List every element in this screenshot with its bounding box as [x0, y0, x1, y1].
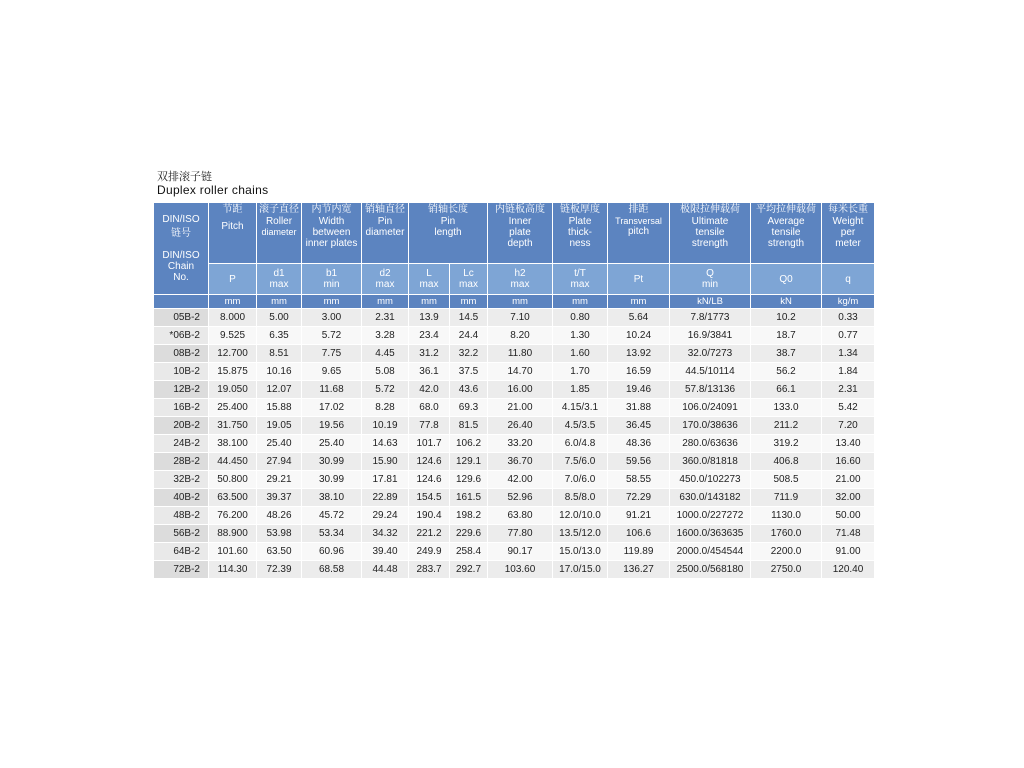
- table-cell: 190.4: [409, 507, 449, 524]
- table-cell: 106.6: [608, 525, 669, 542]
- table-cell: 154.5: [409, 489, 449, 506]
- table-cell: 2500.0/568180: [670, 561, 750, 578]
- chain-number-cell: 12B-2: [154, 381, 208, 398]
- table-cell: 16.9/3841: [670, 327, 750, 344]
- chain-number-cell: 24B-2: [154, 435, 208, 452]
- table-cell: 10.24: [608, 327, 669, 344]
- table-cell: 3.28: [362, 327, 408, 344]
- table-cell: 1000.0/227272: [670, 507, 750, 524]
- table-row: [154, 453, 874, 470]
- table-cell: 58.55: [608, 471, 669, 488]
- table-cell: 5.42: [822, 399, 874, 416]
- chain-number-cell: 08B-2: [154, 345, 208, 362]
- symbol-pin-diameter: d2 max: [362, 264, 408, 294]
- table-cell: 9.65: [302, 363, 361, 380]
- table-cell: 2.31: [362, 309, 408, 326]
- table-cell: 6.35: [257, 327, 301, 344]
- table-cell: 25.40: [257, 435, 301, 452]
- chain-number-cell: *06B-2: [154, 327, 208, 344]
- header-pitch: 节距 Pitch: [209, 203, 256, 263]
- table-cell: 17.81: [362, 471, 408, 488]
- table-cell: 91.00: [822, 543, 874, 560]
- table-cell: 2750.0: [751, 561, 821, 578]
- table-cell: 16.59: [608, 363, 669, 380]
- table-cell: 38.10: [302, 489, 361, 506]
- table-cell: 0.80: [553, 309, 607, 326]
- table-cell: 283.7: [409, 561, 449, 578]
- table-cell: 2000.0/454544: [670, 543, 750, 560]
- table-cell: 106.2: [450, 435, 487, 452]
- table-cell: 30.99: [302, 471, 361, 488]
- table-cell: 32.2: [450, 345, 487, 362]
- table-cell: 48.26: [257, 507, 301, 524]
- table-row: [154, 525, 874, 542]
- table-cell: 7.0/6.0: [553, 471, 607, 488]
- unit-plate-depth: mm: [488, 295, 552, 308]
- header-inner-width: 内节内宽 Width between inner plates: [302, 203, 361, 263]
- table-cell: 120.40: [822, 561, 874, 578]
- table-cell: 22.89: [362, 489, 408, 506]
- table-cell: 1.34: [822, 345, 874, 362]
- unit-thickness: mm: [553, 295, 607, 308]
- table-cell: 14.63: [362, 435, 408, 452]
- table-cell: 17.0/15.0: [553, 561, 607, 578]
- table-cell: 29.24: [362, 507, 408, 524]
- table-cell: 26.40: [488, 417, 552, 434]
- table-cell: 5.72: [362, 381, 408, 398]
- table-cell: 2.31: [822, 381, 874, 398]
- table-cell: 19.05: [257, 417, 301, 434]
- table-cell: 360.0/81818: [670, 453, 750, 470]
- table-cell: 711.9: [751, 489, 821, 506]
- table-cell: 21.00: [822, 471, 874, 488]
- table-cell: 229.6: [450, 525, 487, 542]
- table-cell: 7.5/6.0: [553, 453, 607, 470]
- table-cell: 170.0/38636: [670, 417, 750, 434]
- table-cell: 5.00: [257, 309, 301, 326]
- table-cell: 106.0/24091: [670, 399, 750, 416]
- chain-number-cell: 40B-2: [154, 489, 208, 506]
- title-english: Duplex roller chains: [157, 183, 269, 197]
- symbol-transverse: Pt: [608, 264, 669, 294]
- unit-pin-diameter: mm: [362, 295, 408, 308]
- table-cell: 90.17: [488, 543, 552, 560]
- table-cell: 12.700: [209, 345, 256, 362]
- table-cell: 34.32: [362, 525, 408, 542]
- table-cell: 7.10: [488, 309, 552, 326]
- table-cell: 32.0/7273: [670, 345, 750, 362]
- table-row: [154, 309, 874, 326]
- table-cell: 630.0/143182: [670, 489, 750, 506]
- table-cell: 53.98: [257, 525, 301, 542]
- table-cell: 1.30: [553, 327, 607, 344]
- table-row: [154, 471, 874, 488]
- table-cell: 12.0/10.0: [553, 507, 607, 524]
- table-cell: 14.70: [488, 363, 552, 380]
- table-cell: 24.4: [450, 327, 487, 344]
- table-cell: 450.0/102273: [670, 471, 750, 488]
- table-row: [154, 381, 874, 398]
- table-cell: 8.000: [209, 309, 256, 326]
- table-cell: 77.8: [409, 417, 449, 434]
- header-chain-no: DIN/ISO 链号 DIN/ISO Chain No.: [154, 203, 208, 294]
- table-cell: 25.40: [302, 435, 361, 452]
- table-cell: 16.00: [488, 381, 552, 398]
- unit-width: mm: [302, 295, 361, 308]
- table-cell: 57.8/13136: [670, 381, 750, 398]
- table-cell: 18.7: [751, 327, 821, 344]
- table-cell: 14.5: [450, 309, 487, 326]
- table-cell: 8.5/8.0: [553, 489, 607, 506]
- table-body: [154, 309, 874, 578]
- header-inner-plate-depth: 内链板高度 Inner plate depth: [488, 203, 552, 263]
- table-cell: 36.1: [409, 363, 449, 380]
- table-cell: 91.21: [608, 507, 669, 524]
- table-cell: 136.27: [608, 561, 669, 578]
- unit-pin-length-lc: mm: [450, 295, 487, 308]
- table-cell: 1130.0: [751, 507, 821, 524]
- page-heading: [157, 170, 268, 197]
- header-plate-thickness: 链板厚度 Plate thick- ness: [553, 203, 607, 263]
- table-cell: 72.29: [608, 489, 669, 506]
- table-cell: 5.72: [302, 327, 361, 344]
- table-cell: 406.8: [751, 453, 821, 470]
- title-chinese: 双排滚子链: [157, 170, 212, 183]
- chain-number-cell: 16B-2: [154, 399, 208, 416]
- table-cell: 5.08: [362, 363, 408, 380]
- table-cell: 30.99: [302, 453, 361, 470]
- table-cell: 69.3: [450, 399, 487, 416]
- unit-blank: [154, 295, 208, 308]
- header-weight-per-meter: 每米长重 Weight per meter: [822, 203, 874, 263]
- header-roller-diameter: 滚子直径 Roller diameter: [257, 203, 301, 263]
- table-row: [154, 489, 874, 506]
- chain-number-cell: 10B-2: [154, 363, 208, 380]
- table-cell: 8.20: [488, 327, 552, 344]
- header-average-strength: 平均拉伸载荷 Average tensile strength: [751, 203, 821, 263]
- table-cell: 31.750: [209, 417, 256, 434]
- table-cell: 0.77: [822, 327, 874, 344]
- table-cell: 88.900: [209, 525, 256, 542]
- table-cell: 124.6: [409, 471, 449, 488]
- table-cell: 43.6: [450, 381, 487, 398]
- table-cell: 1.60: [553, 345, 607, 362]
- table-cell: 15.875: [209, 363, 256, 380]
- table-cell: 39.37: [257, 489, 301, 506]
- table-cell: 31.2: [409, 345, 449, 362]
- duplex-roller-chain-table: [153, 202, 875, 579]
- table-cell: 3.00: [302, 309, 361, 326]
- table-row: [154, 417, 874, 434]
- table-cell: 8.51: [257, 345, 301, 362]
- table-cell: 17.02: [302, 399, 361, 416]
- unit-pitch: mm: [209, 295, 256, 308]
- chain-number-cell: 20B-2: [154, 417, 208, 434]
- table-cell: 16.60: [822, 453, 874, 470]
- table-cell: 508.5: [751, 471, 821, 488]
- table-cell: 44.450: [209, 453, 256, 470]
- table-cell: 77.80: [488, 525, 552, 542]
- table-cell: 4.15/3.1: [553, 399, 607, 416]
- unit-weight: kg/m: [822, 295, 874, 308]
- table-cell: 56.2: [751, 363, 821, 380]
- table-cell: 11.80: [488, 345, 552, 362]
- table-cell: 76.200: [209, 507, 256, 524]
- table-cell: 258.4: [450, 543, 487, 560]
- table-row: [154, 435, 874, 452]
- table-cell: 42.00: [488, 471, 552, 488]
- symbol-average: Q0: [751, 264, 821, 294]
- symbol-pin-length-lc: Lc max: [450, 264, 487, 294]
- table-cell: 38.100: [209, 435, 256, 452]
- table-cell: 124.6: [409, 453, 449, 470]
- table-cell: 44.48: [362, 561, 408, 578]
- unit-transverse: mm: [608, 295, 669, 308]
- table-cell: 1.84: [822, 363, 874, 380]
- header-pin-length: 销轴长度 Pin length: [409, 203, 487, 263]
- table-cell: 103.60: [488, 561, 552, 578]
- table-cell: 15.90: [362, 453, 408, 470]
- header-ultimate-strength: 极限拉伸载荷 Ultimate tensile strength: [670, 203, 750, 263]
- table-cell: 5.64: [608, 309, 669, 326]
- chain-number-cell: 05B-2: [154, 309, 208, 326]
- table-cell: 71.48: [822, 525, 874, 542]
- table-row: [154, 561, 874, 578]
- table-cell: 133.0: [751, 399, 821, 416]
- symbol-thickness: t/T max: [553, 264, 607, 294]
- table-row: [154, 345, 874, 362]
- table-cell: 25.400: [209, 399, 256, 416]
- table-cell: 11.68: [302, 381, 361, 398]
- table-cell: 249.9: [409, 543, 449, 560]
- table-cell: 21.00: [488, 399, 552, 416]
- unit-average: kN: [751, 295, 821, 308]
- table-cell: 19.46: [608, 381, 669, 398]
- table-cell: 13.40: [822, 435, 874, 452]
- table-cell: 27.94: [257, 453, 301, 470]
- symbol-pin-length-l: L max: [409, 264, 449, 294]
- table-cell: 10.2: [751, 309, 821, 326]
- chain-number-cell: 64B-2: [154, 543, 208, 560]
- table-cell: 15.88: [257, 399, 301, 416]
- table-cell: 45.72: [302, 507, 361, 524]
- table-cell: 13.92: [608, 345, 669, 362]
- table-cell: 101.7: [409, 435, 449, 452]
- table-cell: 15.0/13.0: [553, 543, 607, 560]
- unit-ultimate: kN/LB: [670, 295, 750, 308]
- table-cell: 4.5/3.5: [553, 417, 607, 434]
- table-cell: 7.8/1773: [670, 309, 750, 326]
- table-cell: 7.75: [302, 345, 361, 362]
- table-cell: 8.28: [362, 399, 408, 416]
- table-cell: 1760.0: [751, 525, 821, 542]
- table-cell: 50.00: [822, 507, 874, 524]
- header-transversal-pitch: 排距 Transversal pitch: [608, 203, 669, 263]
- table-cell: 68.58: [302, 561, 361, 578]
- symbol-weight: q: [822, 264, 874, 294]
- table-cell: 53.34: [302, 525, 361, 542]
- table-cell: 10.16: [257, 363, 301, 380]
- table-cell: 37.5: [450, 363, 487, 380]
- table-cell: 33.20: [488, 435, 552, 452]
- table-row: [154, 327, 874, 344]
- table-row: [154, 363, 874, 380]
- symbol-pitch: P: [209, 264, 256, 294]
- table-cell: 161.5: [450, 489, 487, 506]
- table-cell: 29.21: [257, 471, 301, 488]
- table-row: [154, 399, 874, 416]
- table-cell: 59.56: [608, 453, 669, 470]
- chain-number-cell: 32B-2: [154, 471, 208, 488]
- table-cell: 280.0/63636: [670, 435, 750, 452]
- table-cell: 211.2: [751, 417, 821, 434]
- table-cell: 19.56: [302, 417, 361, 434]
- header-pin-diameter: 销轴直径 Pin diameter: [362, 203, 408, 263]
- table-cell: 292.7: [450, 561, 487, 578]
- table-cell: 319.2: [751, 435, 821, 452]
- symbol-width: b1 min: [302, 264, 361, 294]
- table-cell: 9.525: [209, 327, 256, 344]
- table-cell: 1.85: [553, 381, 607, 398]
- table-cell: 68.0: [409, 399, 449, 416]
- table-cell: 19.050: [209, 381, 256, 398]
- unit-roller: mm: [257, 295, 301, 308]
- unit-pin-length-l: mm: [409, 295, 449, 308]
- symbol-plate-depth: h2 max: [488, 264, 552, 294]
- table-row: [154, 507, 874, 524]
- table-cell: 13.9: [409, 309, 449, 326]
- chain-number-cell: 56B-2: [154, 525, 208, 542]
- chain-number-cell: 48B-2: [154, 507, 208, 524]
- table-cell: 119.89: [608, 543, 669, 560]
- table-cell: 0.33: [822, 309, 874, 326]
- table-cell: 13.5/12.0: [553, 525, 607, 542]
- chain-number-cell: 72B-2: [154, 561, 208, 578]
- table-cell: 7.20: [822, 417, 874, 434]
- table-cell: 66.1: [751, 381, 821, 398]
- table-cell: 2200.0: [751, 543, 821, 560]
- table-cell: 101.60: [209, 543, 256, 560]
- table-cell: 1.70: [553, 363, 607, 380]
- table-cell: 32.00: [822, 489, 874, 506]
- table-cell: 63.80: [488, 507, 552, 524]
- table-cell: 60.96: [302, 543, 361, 560]
- table-cell: 31.88: [608, 399, 669, 416]
- table-cell: 10.19: [362, 417, 408, 434]
- table-cell: 129.6: [450, 471, 487, 488]
- table-cell: 114.30: [209, 561, 256, 578]
- table-cell: 44.5/10114: [670, 363, 750, 380]
- table-cell: 42.0: [409, 381, 449, 398]
- table-cell: 72.39: [257, 561, 301, 578]
- table-cell: 81.5: [450, 417, 487, 434]
- table-cell: 39.40: [362, 543, 408, 560]
- table-cell: 63.500: [209, 489, 256, 506]
- table-cell: 50.800: [209, 471, 256, 488]
- table-cell: 12.07: [257, 381, 301, 398]
- symbol-roller: d1 max: [257, 264, 301, 294]
- table-cell: 198.2: [450, 507, 487, 524]
- table-cell: 129.1: [450, 453, 487, 470]
- table-cell: 23.4: [409, 327, 449, 344]
- table-cell: 63.50: [257, 543, 301, 560]
- table-cell: 4.45: [362, 345, 408, 362]
- table-cell: 36.70: [488, 453, 552, 470]
- table-cell: 6.0/4.8: [553, 435, 607, 452]
- table-cell: 221.2: [409, 525, 449, 542]
- table-cell: 38.7: [751, 345, 821, 362]
- chain-number-cell: 28B-2: [154, 453, 208, 470]
- table-row: [154, 543, 874, 560]
- table-cell: 52.96: [488, 489, 552, 506]
- table-cell: 1600.0/363635: [670, 525, 750, 542]
- table-cell: 36.45: [608, 417, 669, 434]
- symbol-ultimate: Q min: [670, 264, 750, 294]
- table-cell: 48.36: [608, 435, 669, 452]
